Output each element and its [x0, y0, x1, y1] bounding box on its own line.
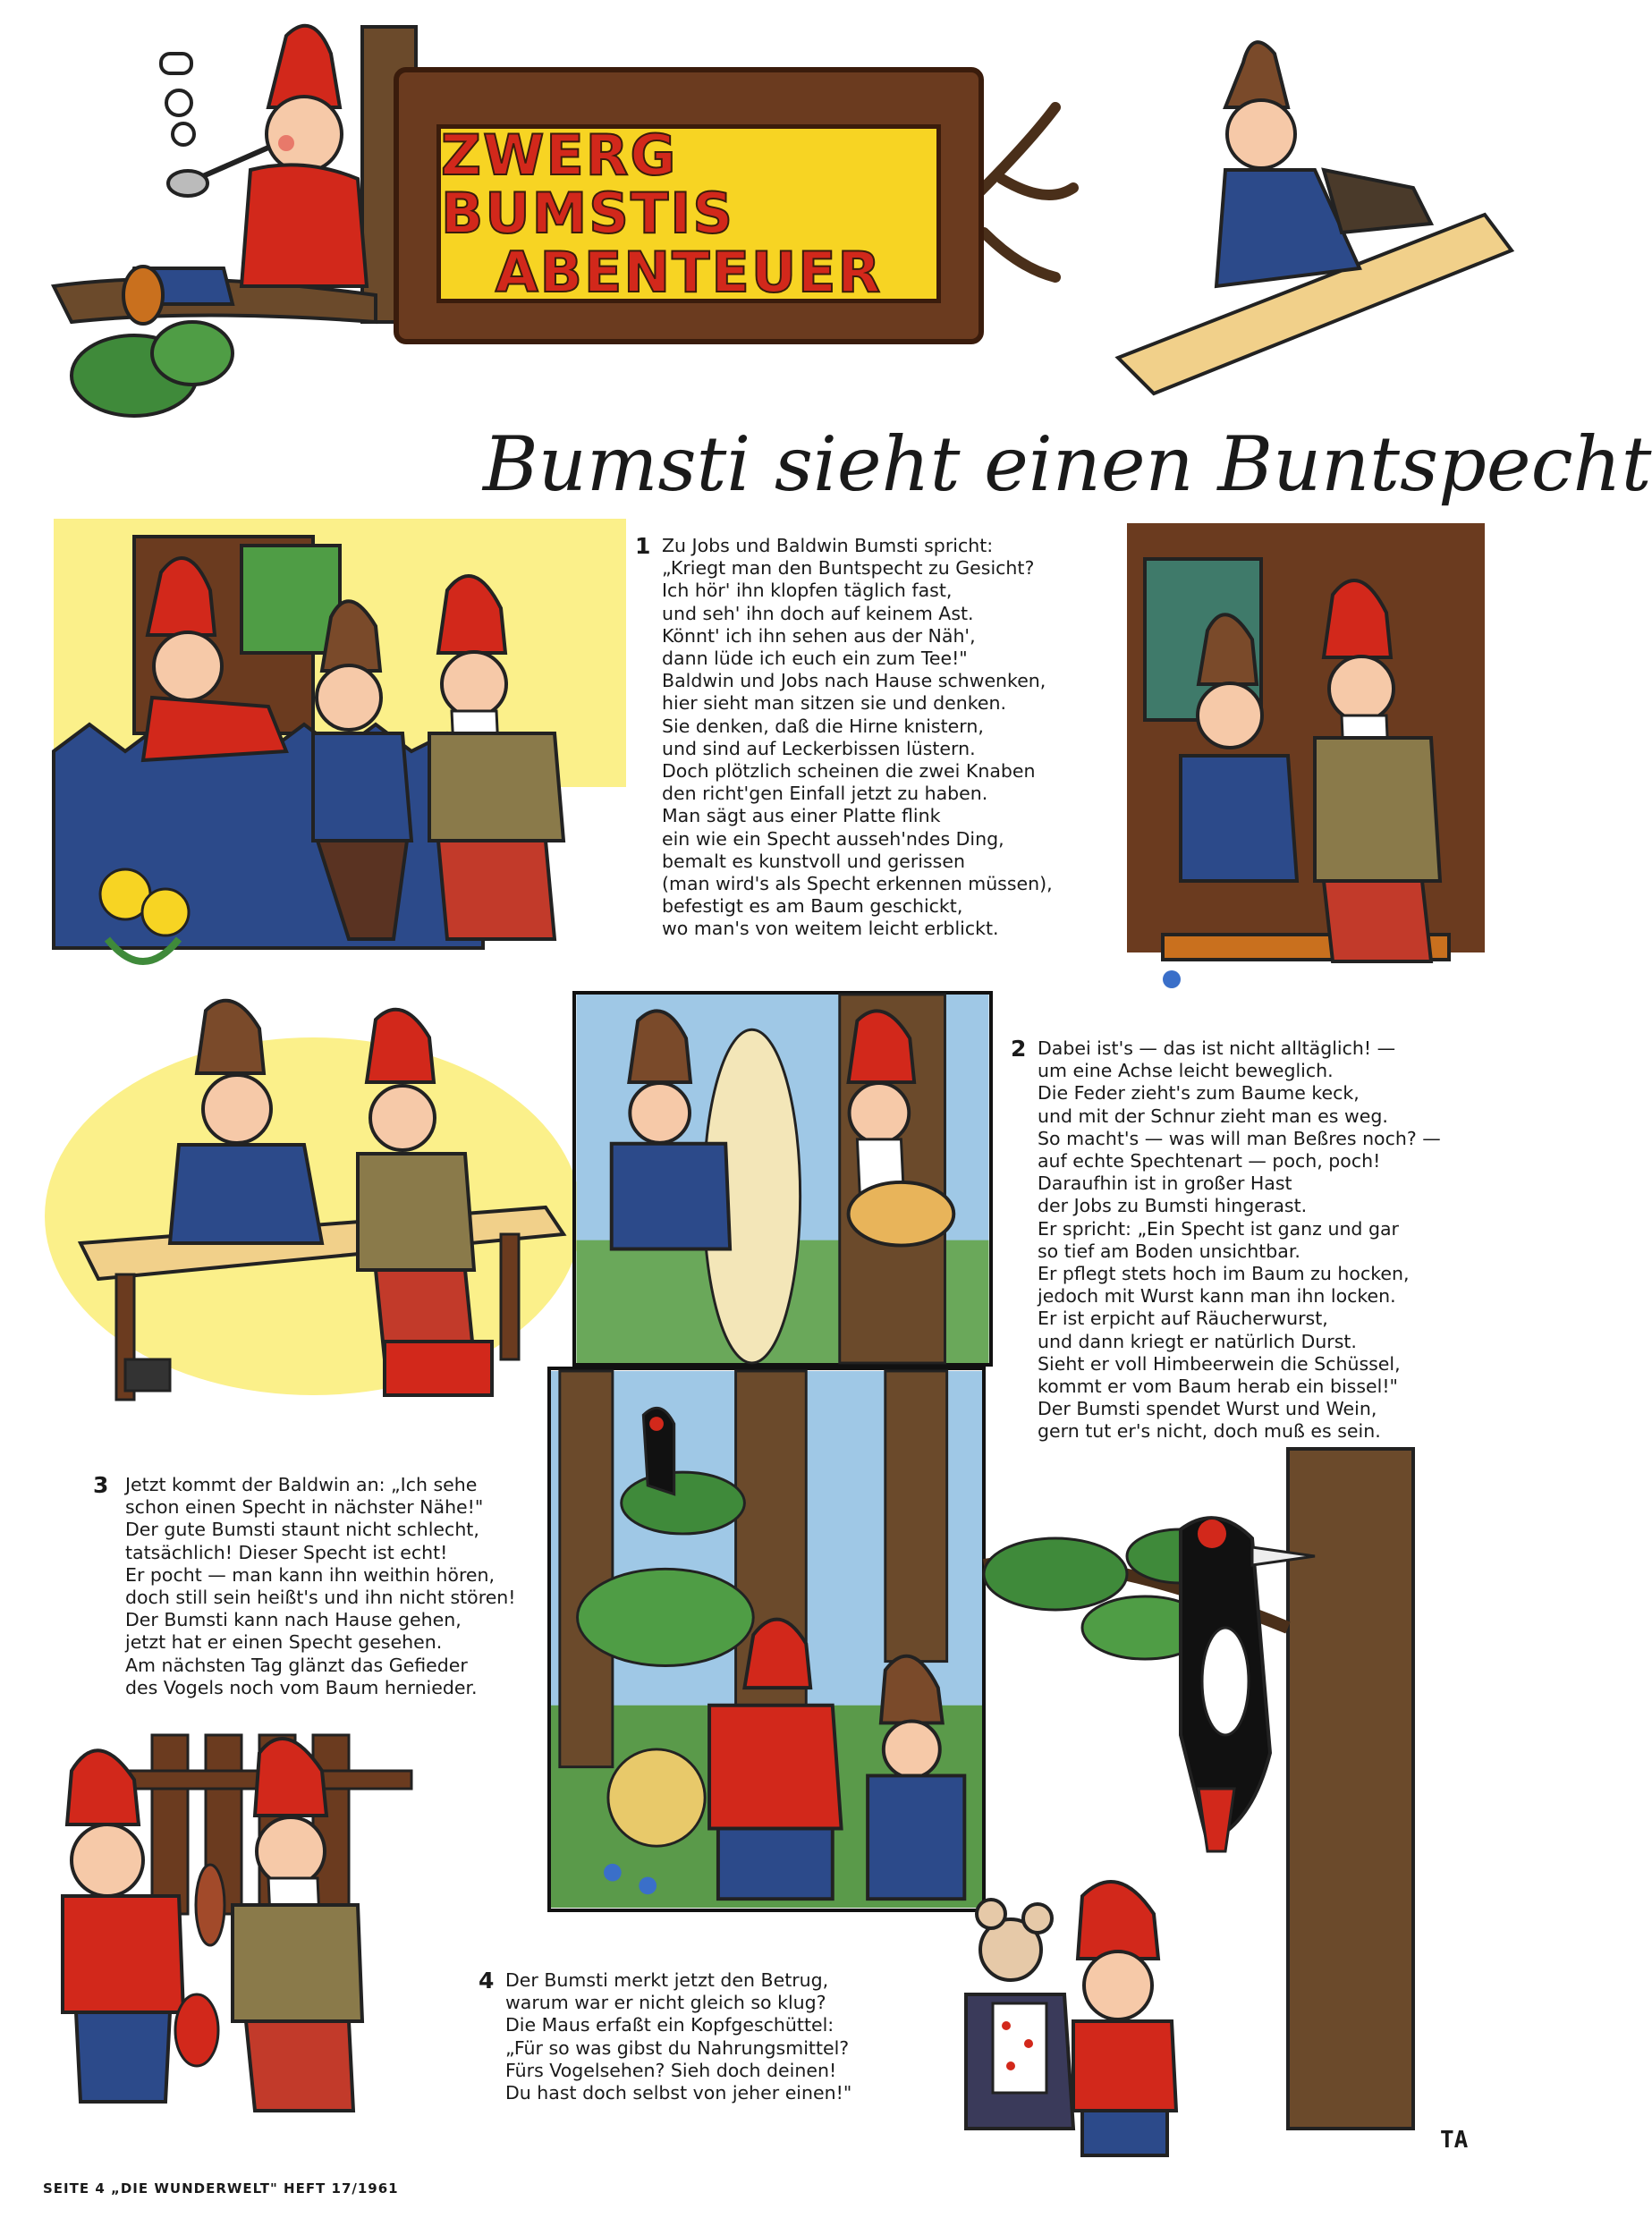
verse-line: Die Feder zieht's zum Baume keck,: [1038, 1082, 1360, 1105]
verse-line: Sieht er voll Himbeerwein die Schüssel,: [1038, 1352, 1401, 1375]
verse-line: und dann kriegt er natürlich Durst.: [1038, 1330, 1357, 1352]
verse-line: Zu Jobs und Baldwin Bumsti spricht:: [662, 535, 994, 556]
verse-line: dann lüde ich euch ein zum Tee!": [662, 648, 968, 670]
verse-line: Man sägt aus einer Platte flink: [662, 805, 941, 827]
verse-line: schon einen Specht in nächster Nähe!": [125, 1496, 484, 1519]
verse-line: den richt'gen Einfall jetzt zu haben.: [662, 783, 988, 805]
verse-line: und seh' ihn doch auf keinem Ast.: [662, 602, 974, 624]
story-title: Bumsti sieht einen Buntspecht: [483, 420, 1652, 508]
stanza-4: [479, 1968, 935, 2104]
verse-line: „Für so was gibst du Nahrungsmittel?: [505, 2036, 850, 2059]
title-line-2: ABENTEUER: [495, 239, 883, 305]
verse-line: Daraufhin ist in großer Hast: [1038, 1172, 1292, 1195]
stanza-number-2: 2: [1011, 1036, 1027, 1062]
verse-line: Sie denken, daß die Hirne knistern,: [662, 715, 984, 737]
panel-fence-scene: [54, 519, 626, 1002]
verse-line: jedoch mit Wurst kann man ihn locken.: [1038, 1285, 1396, 1308]
verse-line: Er spricht: „Ein Specht ist ganz und gar: [1038, 1217, 1399, 1240]
panel-sausage-scene: [54, 1717, 456, 2120]
verse-line: Der Bumsti spendet Wurst und Wein,: [1038, 1398, 1377, 1420]
verse-line: Er pflegt stets hoch im Baum zu hocken,: [1038, 1263, 1410, 1285]
verse-line: und mit der Schnur zieht man es weg.: [1038, 1105, 1388, 1127]
stanza-number-4: 4: [479, 1968, 495, 1994]
verse-line: befestigt es am Baum geschickt,: [662, 895, 963, 918]
verse-line: gern tut er's nicht, doch muß es sein.: [1038, 1420, 1381, 1443]
verse-line: auf echte Spechtenart — poch, poch!: [1038, 1150, 1381, 1172]
verse-line: so tief am Boden unsichtbar.: [1038, 1240, 1300, 1262]
verse-line: des Vogels noch vom Baum hernieder.: [125, 1676, 478, 1698]
title-line-1: ZWERG BUMSTIS: [441, 123, 734, 247]
verse-line: Fürs Vogelsehen? Sieh doch deinen!: [505, 2059, 837, 2081]
stanza-1: [635, 533, 1109, 941]
verse-line: bemalt es kunstvoll und gerissen: [662, 850, 965, 872]
stanza-number-1: 1: [635, 533, 651, 559]
verse-line: ein wie ein Specht ausseh'ndes Ding,: [662, 827, 1004, 850]
verse-line: Jetzt kommt der Baldwin an: „Ich sehe: [125, 1474, 478, 1495]
verse-line: Der Bumsti merkt jetzt den Betrug,: [505, 1969, 829, 1991]
panel-sawing-scene: [45, 1002, 581, 1422]
title-sign-board: [436, 124, 941, 303]
verse-line: Die Maus erfaßt ein Kopfgeschüttel:: [505, 2014, 834, 2036]
verse-line: (man wird's als Specht erkennen müssen),: [662, 873, 1053, 895]
verse-line: Er pocht — man kann ihn weithin hören,: [125, 1563, 496, 1586]
verse-line: So macht's — was will man Beßres noch? —: [1038, 1127, 1441, 1149]
verse-line: Ich hör' ihn klopfen täglich fast,: [662, 580, 953, 602]
verse-line: warum war er nicht gleich so klug?: [505, 1992, 826, 2014]
verse-line: um eine Achse leicht beweglich.: [1038, 1060, 1334, 1082]
verse-line: Er ist erpicht auf Räucherwurst,: [1038, 1308, 1328, 1330]
verse-line: der Jobs zu Bumsti hingerast.: [1038, 1195, 1308, 1217]
verse-line: Der Bumsti kann nach Hause gehen,: [125, 1609, 462, 1631]
verse-line: Du hast doch selbst von jeher einen!": [505, 2082, 852, 2104]
panel-painting-scene: [572, 991, 993, 1367]
verse-line: hier sieht man sitzen sie und denken.: [662, 692, 1007, 715]
artist-signature: TA: [1440, 2127, 1469, 2154]
verse-line: und sind auf Leckerbissen lüstern.: [662, 737, 976, 759]
verse-line: „Kriegt man den Buntspecht zu Gesicht?: [662, 557, 1035, 580]
verse-line: Der gute Bumsti staunt nicht schlecht,: [125, 1519, 479, 1541]
verse-line: jetzt hat er einen Specht gesehen.: [125, 1631, 443, 1654]
page-footer: SEITE 4 „DIE WUNDERWELT" HEFT 17/1961: [43, 2180, 399, 2197]
panel-mouse-woodpecker-scene: [912, 1449, 1485, 2164]
verse-line: Am nächsten Tag glänzt das Gefieder: [125, 1654, 468, 1676]
verse-line: kommt er vom Baum herab ein bissel!": [1038, 1376, 1398, 1398]
panel-bench-scene: [1127, 523, 1485, 1006]
stanza-number-3: 3: [93, 1472, 109, 1498]
verse-line: tatsächlich! Dieser Specht ist echt!: [125, 1541, 448, 1563]
verse-line: Doch plötzlich scheinen die zwei Knaben: [662, 760, 1036, 783]
verse-line: Dabei ist's — das ist nicht alltäglich! —: [1038, 1037, 1396, 1059]
verse-line: doch still sein heißt's und ihn nicht stören!: [125, 1587, 516, 1609]
verse-line: Könnt' ich ihn sehen aus der Näh',: [662, 624, 976, 647]
stanza-2: [1011, 1036, 1485, 1443]
stanza-3: [93, 1472, 537, 1699]
verse-line: Baldwin und Jobs nach Hause schwenken,: [662, 670, 1046, 692]
verse-line: wo man's von weitem leicht erblickt.: [662, 918, 999, 940]
title-sign: [394, 67, 984, 344]
